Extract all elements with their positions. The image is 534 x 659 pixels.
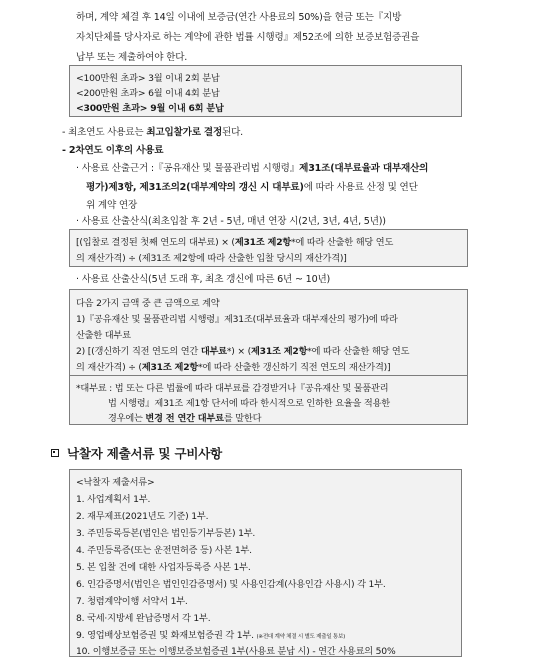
- formula1-text: [(입찰로 결정된 첫째 연도의 대부료) × (: [76, 237, 235, 248]
- formula2-text: *) × (: [226, 346, 251, 357]
- formula2-text: *에 따라 산출한 해당 연도: [307, 346, 410, 357]
- document-item: 3. 주민등록등본(법인은 법인등기부등본) 1부.: [76, 528, 256, 539]
- note-line-3: [108, 410, 261, 424]
- formula1-bold: 제31조 제2항: [234, 237, 292, 248]
- note-bold: 변경 전 연간 대부료: [145, 413, 224, 424]
- note-line-1: *대부료 : 법 또는 다른 법률에 따라 대부료를 감경받거나『공유재산 및 물품관리: [76, 383, 389, 394]
- document-item: [76, 627, 345, 641]
- formula2-text: *에 따라 산출한 갱신하기 직전 연도의 재산가격)]: [198, 362, 391, 373]
- section-heading: 낙찰자 제출서류 및 구비사항: [67, 446, 222, 461]
- document-item-text: 9. 영업배상보험증권 및 화재보험증권 각 1부.: [76, 630, 254, 641]
- formula2-box: [69, 289, 468, 425]
- formula2-bold: 대부료: [200, 346, 227, 357]
- first-year-prefix: - 최초연도 사용료는: [62, 127, 147, 138]
- installment-line: <200만원 초과> 6월 이내 4회 분납: [76, 88, 220, 99]
- document-item: 2. 재무제표(2021년도 기준) 1부.: [76, 511, 209, 522]
- intro-line-3: 납부 또는 제출하여야 한다.: [76, 52, 188, 63]
- intro-line-2: 자치단체를 당사자로 하는 계약에 관한 법률 시행령』제52조에 의한 보증보험증권을: [76, 32, 420, 43]
- note-text: 경우에는: [108, 413, 146, 424]
- first-year-fee: [62, 124, 243, 138]
- formula2-label: · 사용료 산출산식(5년 도래 후, 최초 갱신에 따른 6년 ~ 10년): [76, 274, 331, 285]
- note-text: 를 말한다: [223, 413, 262, 424]
- documents-box: [69, 469, 462, 657]
- installment-line: <300만원 초과> 9월 이내 6회 분납: [76, 103, 224, 114]
- first-year-suffix: 된다.: [222, 127, 244, 138]
- installment-box: [69, 65, 462, 117]
- document-item: 7. 청렴계약이행 서약서 1부.: [76, 596, 188, 607]
- basis-line-3: 위 계약 연장: [86, 200, 138, 211]
- formula2-bold: 제31조 제2항: [250, 346, 308, 357]
- formula2-line-4: [76, 343, 409, 357]
- formula2-divider: [70, 375, 467, 376]
- document-item: 8. 국세·지방세 완납증명서 각 1부.: [76, 613, 211, 624]
- formula2-text: 의 재산가격) ÷ (: [76, 362, 142, 373]
- formula1-line-1: [76, 234, 393, 248]
- first-year-bold: 최고입찰가로 결정: [146, 127, 223, 138]
- formula2-line-1: 다음 2가지 금액 중 큰 금액으로 계약: [76, 298, 220, 309]
- document-item: 6. 인감증명서(법인은 법인인감증명서) 및 사용인감계(사용인감 사용시) 각 1부.: [76, 579, 386, 590]
- document-item: 5. 본 입찰 건에 대한 사업자등록증 사본 1부.: [76, 562, 251, 573]
- documents-title: <낙찰자 제출서류>: [76, 477, 155, 488]
- formula1-box: [69, 229, 468, 267]
- note-line-2: 법 시행령』제31조 제1항 단서에 따라 한시적으로 인하한 요율을 적용한: [108, 398, 390, 409]
- intro-line-1: 하며, 계약 체결 후 14일 이내에 보증금(연간 사용료의 50%)을 현금 또는『지방: [76, 12, 402, 23]
- formula2-line-2: 1)『공유재산 및 물품관리법 시행령』제31조(대부료율과 대부재산의 평가)에 따라: [76, 314, 398, 325]
- document-item: 1. 사업계획서 1부.: [76, 494, 151, 505]
- installment-line: <100만원 초과> 3월 이내 2회 분납: [76, 73, 220, 84]
- section-bullet-icon: [51, 449, 59, 457]
- document-item: 10. 이행보증금 또는 이행보증보험증권 1부(사용료 분납 시) - 연간 사용료의 50%: [76, 646, 396, 657]
- formula1-text: *에 따라 산출한 해당 연도: [291, 237, 394, 248]
- basis-bold-2: 평가)제3항, 제31조의2(대부계약의 갱신 시 대부료): [86, 182, 304, 193]
- basis-bold: 제31조(대부료율과 대부재산의: [299, 163, 429, 174]
- basis-line-1: [76, 160, 428, 174]
- basis-line-2: [86, 179, 418, 193]
- formula2-line-5: [76, 359, 390, 373]
- second-year-heading: - 2차연도 이후의 사용료: [62, 145, 164, 156]
- formula1-line-2: 의 재산가격) ÷ (제31조 제2항에 따라 산출한 입찰 당시의 재산가격)]: [76, 253, 347, 264]
- basis-suffix: 에 따라 사용료 산정 및 연단: [303, 182, 418, 193]
- formula2-text: 2) [(갱신하기 직전 연도의 연간: [76, 346, 201, 357]
- document-item-note: (※전대 계약 체결 시 별도 제출일 통보): [256, 634, 346, 640]
- document-item: 4. 주민등록증(또는 운전면허증 등) 사본 1부.: [76, 545, 252, 556]
- formula2-line-3: 산출한 대부료: [76, 330, 131, 341]
- formula1-label: · 사용료 산출산식(최초입찰 후 2년 - 5년, 매년 연장 시(2년, 3년, 4년, 5년)): [76, 216, 386, 227]
- formula2-bold: 제31조 제2항: [141, 362, 199, 373]
- basis-prefix: · 사용료 산출근거 :『공유재산 및 물품관리법 시행령』: [76, 163, 300, 174]
